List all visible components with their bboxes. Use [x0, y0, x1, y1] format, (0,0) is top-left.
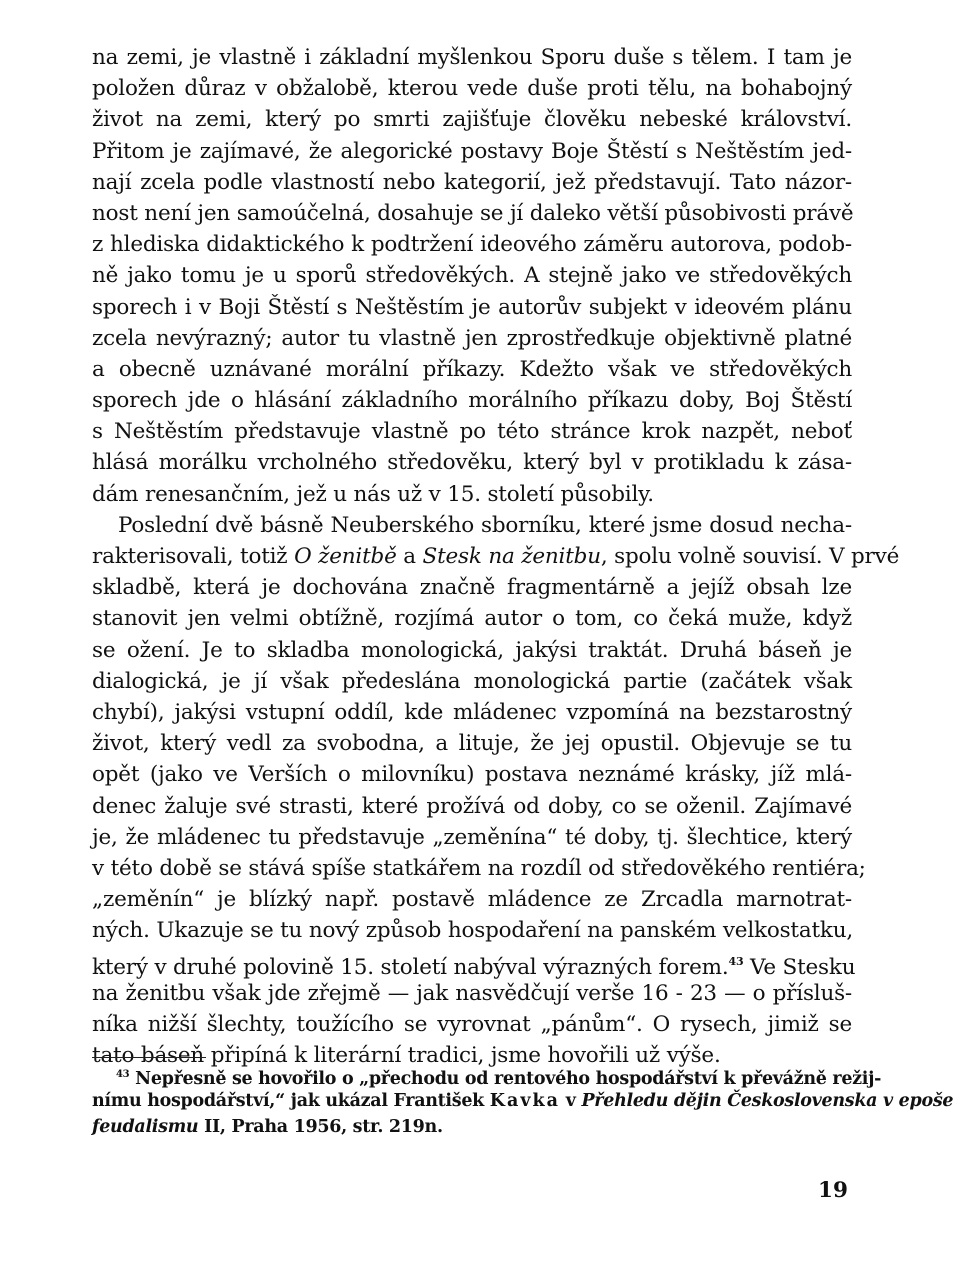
text-line: nají zcela podle vlastností nebo kategorií, jež představují. Tato názor- [92, 169, 852, 195]
footnote-reference: 43 [728, 955, 744, 969]
text-run: který v druhé polovině 15. století nabýval výrazných forem. [92, 955, 729, 981]
footnote-text: Nepřesně se hovořilo o „přechodu od rentového hospodářství k převážně režij- [135, 1069, 882, 1089]
text-line: s Neštěstím představuje vlastně po této stránce krok nazpět, neboť [92, 419, 852, 445]
footnote-line [92, 1088, 954, 1114]
text-run: , spolu volně souvisí. V prvé [600, 544, 900, 569]
text-line: dám renesančním, jež u nás už v 15. století působily. [92, 481, 654, 507]
text-line: život, který vedl za svobodna, a lituje, že jej opustil. Objevuje se tu [92, 731, 852, 757]
text-line: ných. Ukazuje se tu nový způsob hospodaření na panském velkostatku, [92, 918, 854, 944]
footnote-author: Kavka [489, 1091, 560, 1111]
text-line: opět (jako ve Verších o milovníku) postava neznámé krásky, jíž mlá- [92, 762, 852, 788]
text-line [92, 541, 900, 572]
text-line: na zemi, je vlastně i základní myšlenkou Sporu duše s tělem. I tam je [92, 45, 852, 70]
main-text [92, 42, 900, 1071]
text-line: dialogická, je jí však předeslána monologická partie (začátek však [92, 668, 852, 694]
footnote-book-title: feudalismu [92, 1117, 199, 1137]
text-line: na ženitbu však jde zřejmě — jak nasvědčují verše 16 - 23 — o přísluš- [92, 980, 852, 1006]
poem-title: Stesk na ženitbu [422, 544, 601, 569]
text-line: ně jako tomu je u sporů středověkých. A stejně jako ve středověkých [92, 263, 852, 289]
text-line: tato báseň připíná k literární tradici, jsme hovořili už výše. [92, 1043, 721, 1068]
footnote-text: nímu hospodářství,“ jak ukázal František [92, 1091, 484, 1111]
text-line: život na zemi, který po smrti zajišťuje člověku nebeské království. [92, 107, 852, 133]
text-line: a obecně uznávané morální příkazy. Kdežto však ve středověkých [92, 356, 852, 382]
footnote-text: v [565, 1091, 576, 1111]
text-line: se ožení. Je to skladba monologická, jakýsi traktát. Druhá báseň je [92, 637, 852, 663]
footnote-line [92, 1062, 882, 1089]
text-line: Poslední dvě básně Neuberského sborníku, které jsme dosud necha- [118, 512, 852, 538]
footnote-line [92, 1114, 852, 1140]
text-line: z hlediska didaktického k podtržení ideového záměru autorova, podob- [92, 232, 852, 258]
text-line: v této době se stává spíše statkářem na rozdíl od středověkého rentiéra; [92, 855, 866, 881]
text-run: Ve Stesku [743, 955, 856, 981]
text-line: je, že mládenec tu představuje „zeměnína“ té doby, tj. šlechtice, který [92, 824, 852, 850]
footnote-divider [92, 1057, 206, 1058]
text-line [92, 946, 856, 981]
footnote [92, 1062, 954, 1140]
text-run: rakterisovali, totiž [92, 544, 288, 569]
paragraph-2 [92, 510, 900, 1071]
text-line: stanovit jen velmi obtížně, rozjímá autor o tom, co čeká muže, když [92, 606, 852, 632]
text-line: zcela nevýrazný; autor tu vlastně jen zprostředkuje objektivně platné [92, 325, 852, 351]
poem-title: O ženitbě [294, 544, 397, 569]
page-number: 19 [818, 1178, 848, 1203]
text-run: a [403, 544, 416, 569]
text-line: nost není jen samoúčelná, dosahuje se jí daleko větší působivosti právě [92, 200, 854, 226]
text-line: Přitom je zajímavé, že alegorické postavy Boje Štěstí s Neštěstím jed- [92, 138, 852, 164]
footnote-text: II, Praha 1956, str. 219n. [204, 1117, 443, 1137]
text-line: skladbě, která je dochována značně fragmentárně a jejíž obsah lze [92, 575, 852, 601]
text-line: denec žaluje své strasti, které prožívá od doby, co se oženil. Zajímavé [92, 793, 852, 819]
text-line: položen důraz v obžalobě, kterou vede duše proti tělu, na bohabojný [92, 76, 852, 102]
text-line: sporech i v Boji Štěstí s Neštěstím je autorův subjekt v ideovém plánu [92, 294, 852, 320]
footnote-book-title: Přehledu dějin Československa v epoše [581, 1091, 954, 1111]
text-line: „zeměnín“ je blízký např. postavě mládence ze Zrcadla marnotrat- [92, 887, 852, 913]
text-line: hlásá morálku vrcholného středověku, který byl v protikladu k zása- [92, 450, 852, 476]
paragraph-1 [92, 42, 852, 510]
text-line: níka nižší šlechty, toužícího se vyrovnat „pánům“. O rysech, jimiž se [92, 1011, 852, 1037]
text-line: chybí), jakýsi vstupní oddíl, kde mládenec vzpomíná na bezstarostný [92, 699, 852, 725]
text-line: sporech jde o hlásání základního morálního příkazu doby, Boj Štěstí [92, 388, 852, 414]
footnote-marker: 43 [116, 1069, 130, 1080]
